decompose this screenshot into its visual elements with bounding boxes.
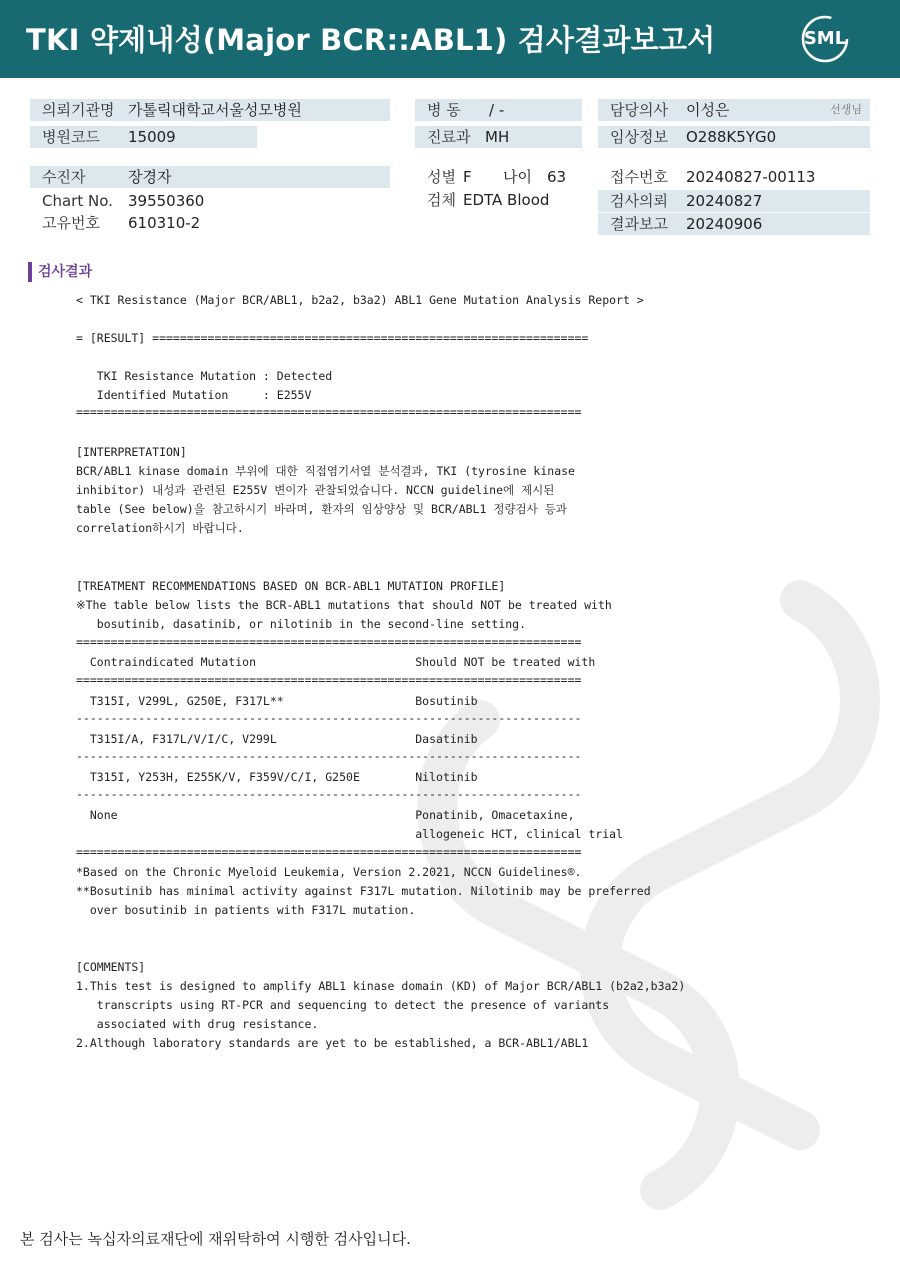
department-field — [415, 126, 582, 148]
doctor-field — [598, 99, 870, 121]
report-line: inhibitor) 내성과 관련된 E255V 변이가 관찰되었습니다. NCCN guideline에 제시된 — [76, 483, 555, 497]
report-line: ------------------------------------------------------------------------- — [76, 711, 582, 725]
report-line: None Ponatinib, Omacetaxine, — [76, 808, 575, 822]
report-line: correlation하시기 바랍니다. — [76, 521, 244, 535]
report-line: **Bosutinib has minimal activity against F317L mutation. Nilotinib may be preferred — [76, 884, 651, 898]
report-line: ========================================================================= — [76, 635, 582, 649]
logo-text: SML — [803, 28, 847, 49]
clinical-info-label: 임상정보 — [610, 128, 668, 146]
report-line: ========================================================================= — [76, 673, 582, 687]
request-date-field — [598, 190, 870, 212]
report-line: [TREATMENT RECOMMENDATIONS BASED ON BCR-ABL1 MUTATION PROFILE] — [76, 579, 506, 593]
report-line: table (See below)을 참고하시기 바라며, 환자의 임상양상 및 BCR/ABL1 정량검사 등과 — [76, 502, 567, 516]
section-title-text: 검사결과 — [38, 264, 93, 280]
clinical-info-value: O288K5YG0 — [686, 128, 777, 146]
report-line: BCR/ABL1 kinase domain 부위에 대한 직접염기서열 분석결과, TKI (tyrosine kinase — [76, 464, 575, 478]
chart-no-field — [30, 190, 390, 212]
clinical-info-field — [598, 126, 870, 148]
reception-no-field — [598, 166, 870, 188]
patient-value: 장경자 — [128, 168, 172, 186]
report-line: Contraindicated Mutation Should NOT be treated with — [76, 655, 596, 669]
reception-no-label: 접수번호 — [610, 168, 668, 186]
report-date-value: 20240906 — [686, 215, 763, 233]
specimen-value: EDTA Blood — [463, 191, 550, 209]
report-line: ========================================================================= — [76, 845, 582, 859]
hospital-code-field — [30, 126, 257, 148]
chart-no-value: 39550360 — [128, 192, 205, 210]
ward-value: / - — [489, 101, 505, 119]
sml-logo — [800, 14, 850, 64]
doctor-value: 이성은 — [686, 101, 730, 119]
sex-label: 성별 — [427, 168, 456, 186]
institution-label: 의뢰기관명 — [42, 101, 115, 119]
report-line: associated with drug resistance. — [76, 1017, 319, 1031]
hospital-code-label: 병원코드 — [42, 128, 100, 146]
department-label: 진료과 — [427, 128, 471, 146]
ward-field — [415, 99, 582, 121]
report-date-label: 결과보고 — [610, 215, 668, 233]
specimen-label: 검체 — [427, 191, 456, 209]
report-line: [COMMENTS] — [76, 960, 146, 974]
report-header — [0, 0, 900, 78]
unique-no-value: 610310-2 — [128, 214, 201, 232]
footer-note: 본 검사는 녹십자의료재단에 재위탁하여 시행한 검사입니다. — [20, 1230, 411, 1248]
reception-no-value: 20240827-00113 — [686, 168, 816, 186]
institution-field — [30, 99, 390, 121]
report-line: transcripts using RT-PCR and sequencing to detect the presence of variants — [76, 998, 610, 1012]
section-marker — [28, 262, 32, 282]
report-line: T315I, Y253H, E255K/V, F359V/C/I, G250E Nilotinib — [76, 770, 478, 784]
department-value: MH — [485, 128, 510, 146]
report-line: bosutinib, dasatinib, or nilotinib in the second-line setting. — [76, 617, 527, 631]
sex-age-field — [415, 166, 595, 188]
report-line: [INTERPRETATION] — [76, 445, 187, 459]
report-line: allogeneic HCT, clinical trial — [76, 827, 623, 841]
age-value: 63 — [547, 168, 567, 186]
specimen-field — [415, 189, 595, 211]
unique-no-field — [30, 212, 390, 234]
ward-label: 병 동 — [427, 101, 461, 119]
report-line: ========================================================================= — [76, 405, 582, 419]
report-line: Identified Mutation : E255V — [76, 388, 312, 402]
report-line: ------------------------------------------------------------------------- — [76, 749, 582, 763]
patient-label: 수진자 — [42, 168, 86, 186]
chart-no-label: Chart No. — [42, 192, 113, 210]
hospital-code-value: 15009 — [128, 128, 176, 146]
sex-value: F — [463, 168, 472, 186]
report-line: = [RESULT] =============================================================== — [76, 331, 589, 345]
report-line: T315I/A, F317L/V/I/C, V299L Dasatinib — [76, 732, 478, 746]
unique-no-label: 고유번호 — [42, 214, 100, 232]
institution-value: 가톨릭대학교서울성모병원 — [128, 101, 302, 119]
report-line: ※The table below lists the BCR-ABL1 mutations that should NOT be treated with — [76, 598, 612, 612]
report-line: < TKI Resistance (Major BCR/ABL1, b2a2, b3a2) ABL1 Gene Mutation Analysis Report > — [76, 293, 644, 307]
report-line: 1.This test is designed to amplify ABL1 kinase domain (KD) of Major BCR/ABL1 (b2a2,b3a2) — [76, 979, 686, 993]
doctor-label: 담당의사 — [610, 101, 668, 119]
doctor-suffix: 선생님 — [830, 103, 862, 116]
report-line: TKI Resistance Mutation : Detected — [76, 369, 333, 383]
age-label: 나이 — [503, 168, 532, 186]
report-date-field — [598, 213, 870, 235]
request-date-label: 검사의뢰 — [610, 192, 668, 210]
report-title: TKI 약제내성(Major BCR::ABL1) 검사결과보고서 — [26, 23, 716, 57]
request-date-value: 20240827 — [686, 192, 763, 210]
report-line: 2.Although laboratory standards are yet to be established, a BCR-ABL1/ABL1 — [76, 1036, 589, 1050]
report-line: *Based on the Chronic Myeloid Leukemia, Version 2.2021, NCCN Guidelines®. — [76, 865, 582, 879]
report-line: T315I, V299L, G250E, F317L** Bosutinib — [76, 694, 478, 708]
report-line: over bosutinib in patients with F317L mutation. — [76, 903, 416, 917]
patient-field — [30, 166, 390, 188]
report-line: ------------------------------------------------------------------------- — [76, 787, 582, 801]
